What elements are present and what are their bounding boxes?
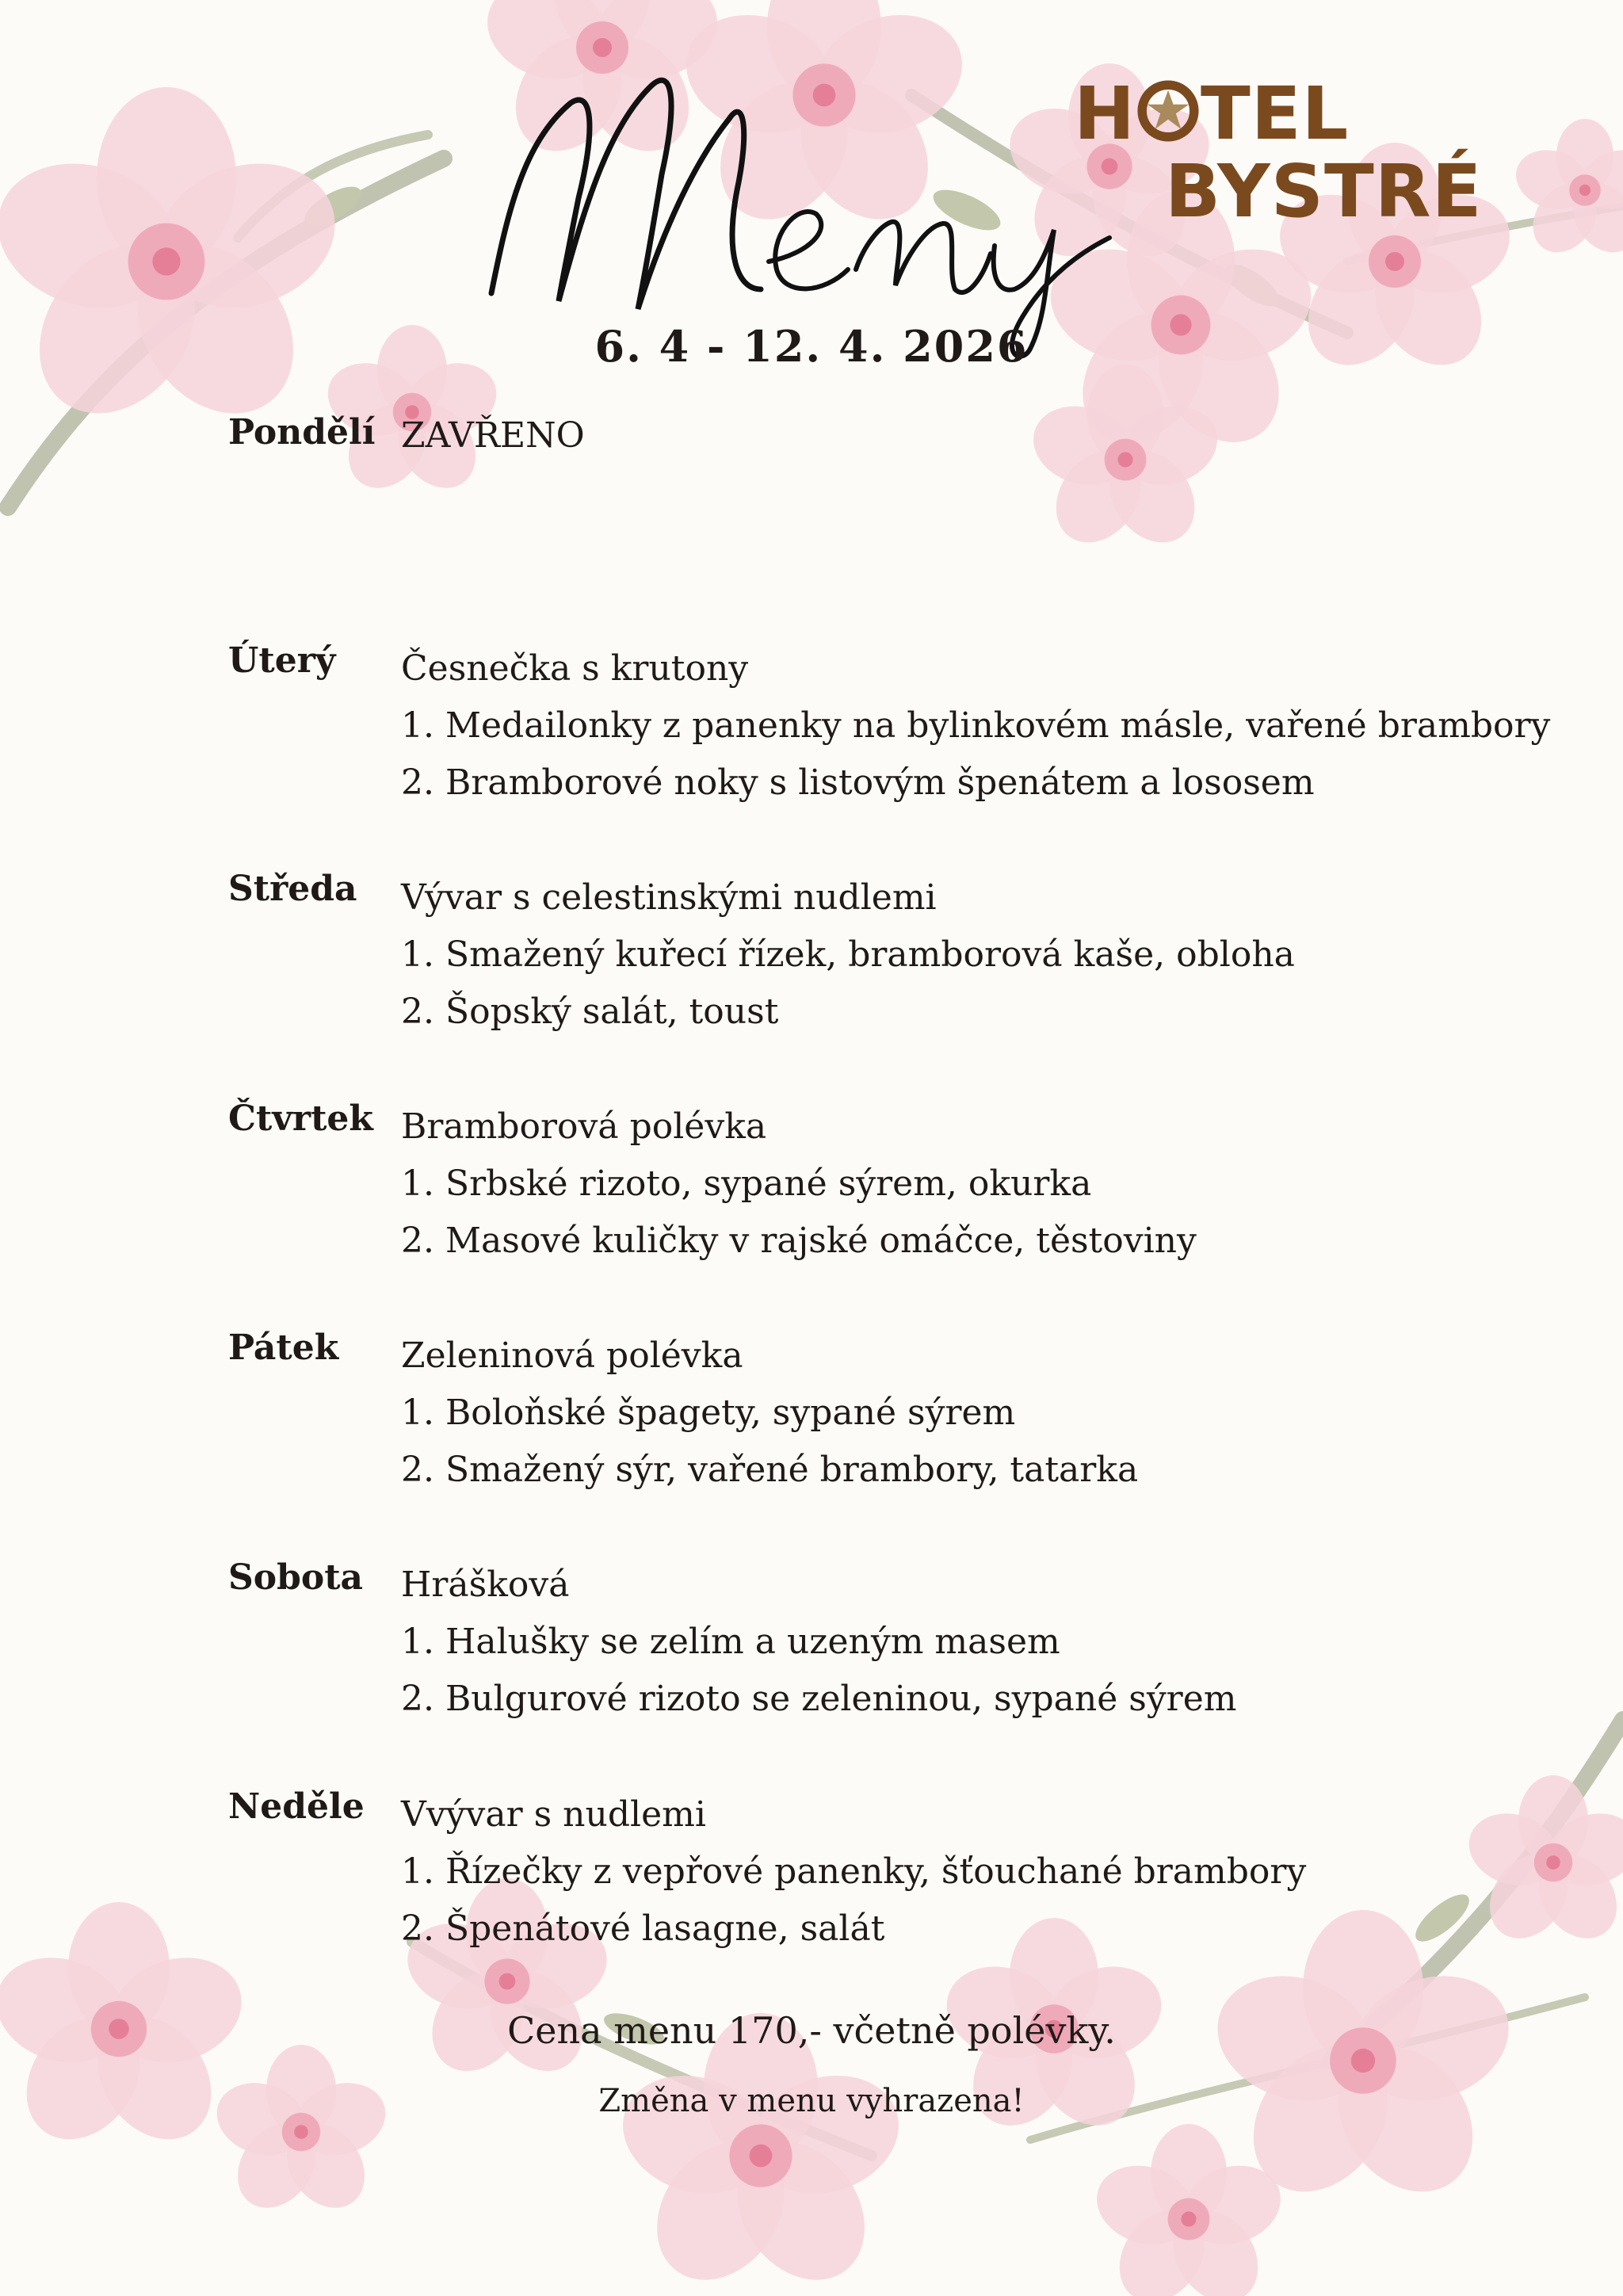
menu-item: Bramborová polévka [401, 1106, 767, 1147]
menu-item: Česnečka s krutony [401, 648, 749, 689]
menu-change-note: Změna v menu vyhrazena! [598, 2083, 1025, 2119]
day-items-tuesday [401, 640, 1550, 812]
day-items-saturday [401, 1557, 1236, 1728]
menu-item: ZAVŘENO [401, 415, 585, 456]
day-name-saturday: Sobota [228, 1557, 364, 1598]
day-items-thursday [401, 1098, 1197, 1270]
day-items-monday [401, 407, 585, 464]
menu-item: Zeleninová polévka [401, 1335, 743, 1376]
day-items-friday [401, 1328, 1138, 1499]
menu-item: 2. Šopský salát, toust [401, 991, 779, 1032]
menu-item: 2. Smažený sýr, vařené brambory, tatarka [401, 1450, 1139, 1490]
logo-line-1-text [1074, 71, 1346, 156]
menu-script-title-text: Menu [475, 16, 478, 17]
logo-line-2: BYSTRÉ [1165, 149, 1483, 234]
menu-price: Cena menu 170,- včetně polévky. [507, 2009, 1116, 2052]
menu-item: 1. Srbské rizoto, sypané sýrem, okurka [401, 1163, 1092, 1204]
day-name-tuesday: Úterý [228, 640, 336, 681]
day-name-thursday: Čtvrtek [228, 1098, 373, 1139]
day-items-sunday [401, 1786, 1306, 1958]
menu-item: 1. Boloňské špagety, sypané sýrem [401, 1392, 1016, 1433]
menu-item: 2. Bramborové noky s listovým špenátem a lososem [401, 762, 1315, 803]
day-name-friday: Pátek [228, 1328, 339, 1368]
menu-item: 1. Smažený kuřecí řízek, bramborová kaše, obloha [401, 934, 1295, 975]
date-range: 6. 4 - 12. 4. 2026 [594, 321, 1029, 372]
menu-item: 2. Masové kuličky v rajské omáčce, těstoviny [401, 1221, 1197, 1261]
menu-item: 2. Bulgurové rizoto se zeleninou, sypané sýrem [401, 1679, 1237, 1719]
logo-line-1: H TEL [1074, 71, 1350, 156]
menu-item: 1. Medailonky z panenky na bylinkovém másle, vařené brambory [401, 705, 1551, 746]
menu-script-title [475, 16, 1125, 365]
hotel-logo [1074, 71, 1502, 234]
menu-item: 2. Špenátové lasagne, salát [401, 1908, 885, 1949]
day-name-sunday: Neděle [228, 1786, 365, 1827]
menu-item: 1. Halušky se zelím a uzeným masem [401, 1622, 1060, 1662]
menu-item: Vvývar s nudlemi [401, 1794, 706, 1835]
day-name-monday: Pondělí [228, 412, 376, 453]
day-name-wednesday: Středa [228, 869, 357, 909]
menu-item: Vývar s celestinskými nudlemi [401, 877, 937, 918]
menu-item: Hrášková [401, 1564, 570, 1605]
day-items-wednesday [401, 869, 1295, 1041]
menu-item: 1. Řízečky z vepřové panenky, šťouchané brambory [401, 1851, 1307, 1892]
